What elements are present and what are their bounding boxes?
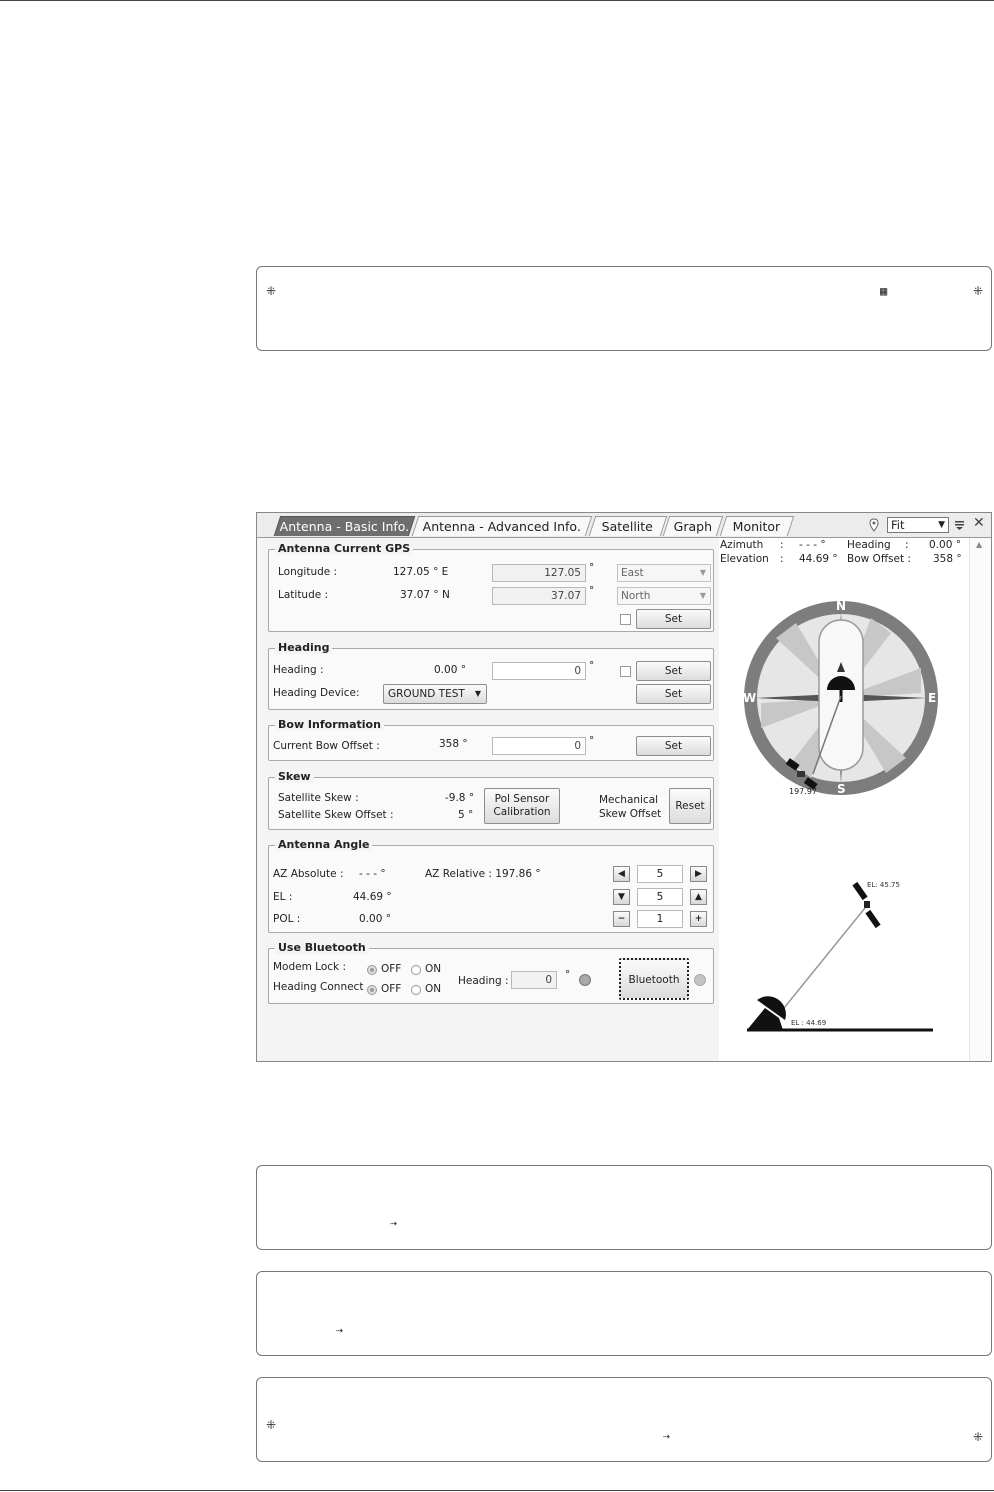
bluetooth-heading-input[interactable]: 0 [511, 971, 557, 989]
pol-increase-button[interactable]: + [690, 911, 707, 927]
modem-lock-off-label: OFF [381, 963, 402, 975]
move-icon: ⇢ [336, 1323, 344, 1337]
longitude-label: Longitude : [278, 566, 338, 578]
gps-group [268, 542, 714, 632]
heading-input[interactable]: 0 [492, 662, 586, 680]
bluetooth-status-led [694, 974, 706, 986]
heading-connect-on-radio[interactable] [411, 985, 421, 995]
bow-degree-symbol: ° [589, 735, 595, 747]
mechanical-label: Mechanical [599, 794, 659, 806]
heading-group [268, 641, 714, 710]
longitude-direction-select[interactable] [617, 564, 711, 582]
tab-graph[interactable]: Graph [663, 516, 723, 536]
latitude-input[interactable]: 37.07 [492, 587, 586, 605]
satellite-skew-label: Satellite Skew : [278, 792, 359, 804]
note-box-4 [256, 1377, 992, 1462]
latitude-value: 37.07 ° N [400, 589, 450, 601]
bow-set-button[interactable]: Set [636, 736, 711, 756]
modem-lock-label: Modem Lock : [273, 961, 346, 973]
azimuth-value: - - - ° [799, 539, 826, 551]
heading-degree-symbol: ° [589, 660, 595, 672]
modem-lock-off-radio[interactable] [367, 965, 377, 975]
pol-sensor-calibration-button[interactable] [484, 788, 560, 824]
pol-decrease-button[interactable]: − [613, 911, 630, 927]
modem-lock-on-radio[interactable] [411, 965, 421, 975]
chevron-down-icon: ▼ [699, 568, 706, 577]
az-step-input[interactable]: 5 [637, 865, 683, 883]
heading-label: Heading : [273, 664, 324, 676]
az-increase-button[interactable]: ▶ [690, 866, 707, 882]
elevation-view [739, 868, 969, 1043]
heading-connect-label: Heading Connect [273, 981, 364, 993]
heading-device-set-button[interactable]: Set [636, 684, 711, 704]
chevron-down-icon: ▼ [699, 591, 706, 600]
scroll-up-icon[interactable]: ▲ [976, 540, 983, 549]
longitude-value: 127.05 ° E [393, 566, 449, 578]
pol-label: POL : [273, 913, 301, 925]
heading-device-select[interactable] [383, 684, 487, 704]
move-icon: ⇢ [390, 1216, 398, 1230]
azimuth-label: Azimuth [720, 539, 764, 551]
compass-s-label: S [837, 782, 846, 796]
gps-group-title: Antenna Current GPS [275, 542, 413, 555]
skew-group-title: Skew [275, 770, 314, 783]
antenna-angle-group-title: Antenna Angle [275, 838, 372, 851]
control-panel [257, 538, 719, 1061]
pol-step-input[interactable]: 1 [637, 910, 683, 928]
tab-antenna-advanced-info[interactable]: Antenna - Advanced Info. [412, 516, 592, 536]
close-icon[interactable]: ✕ [973, 515, 985, 531]
skew-reset-button[interactable]: Reset [669, 788, 711, 824]
bow-offset-input[interactable]: 0 [492, 737, 586, 755]
azimuth-colon: : [780, 539, 784, 551]
heading-connect-off-label: OFF [381, 983, 402, 995]
left-indent-icon: ⁜ [266, 1418, 277, 1432]
tab-bar [257, 513, 991, 538]
compass-reading: 197.97 [789, 787, 817, 796]
skew-group [268, 770, 714, 830]
el-label: EL : [273, 891, 293, 903]
bow-offset-label: Current Bow Offset : [273, 740, 380, 752]
longitude-direction-value: East [621, 567, 644, 579]
bow-offset-value: 358 ° [439, 738, 468, 750]
heading-connect-off-radio[interactable] [367, 985, 377, 995]
grid-icon: ▦ [880, 284, 888, 298]
longitude-input[interactable]: 127.05 [492, 564, 586, 582]
bow-group [268, 718, 714, 761]
el-target-label: EL: 45.75 [867, 881, 900, 889]
satellite-skew-value: -9.8 ° [445, 792, 475, 804]
bow-info-value: 358 ° [933, 553, 962, 565]
compass-e-label: E [928, 691, 937, 705]
map-pin-icon[interactable] [869, 518, 879, 532]
compass-display [741, 598, 941, 798]
bottom-rule [0, 1490, 994, 1491]
tab-antenna-basic-info[interactable]: Antenna - Basic Info. [274, 516, 415, 536]
zoom-select-value: Fit [891, 518, 905, 532]
az-decrease-button[interactable]: ◀ [613, 866, 630, 882]
latitude-direction-select[interactable] [617, 587, 711, 605]
pol-sensor-line2: Calibration [493, 806, 551, 818]
chevron-down-icon: ▼ [938, 520, 945, 530]
bluetooth-degree-symbol: ° [565, 969, 571, 981]
move-icon: ⇢ [663, 1429, 671, 1443]
satellite-skew-offset-value: 5 ° [458, 809, 474, 821]
pol-value: 0.00 ° [359, 913, 391, 925]
el-current-label: EL : 44.69 [791, 1019, 827, 1027]
bluetooth-heading-status-led [579, 974, 591, 986]
bluetooth-heading-label: Heading : [458, 975, 509, 987]
top-rule [0, 0, 994, 1]
zoom-select[interactable] [887, 517, 949, 533]
tab-satellite[interactable]: Satellite [589, 516, 667, 536]
longitude-degree-symbol: ° [589, 562, 595, 574]
heading-set-button[interactable]: Set [636, 661, 711, 681]
chevron-down-icon: ▼ [474, 689, 481, 698]
el-step-input[interactable]: 5 [637, 888, 683, 906]
az-absolute-label: AZ Absolute : [273, 868, 344, 880]
note-box-1 [256, 266, 992, 351]
az-absolute-value: - - - ° [359, 868, 386, 880]
latitude-degree-symbol: ° [589, 585, 595, 597]
bow-group-title: Bow Information [275, 718, 384, 731]
bow-info-label: Bow Offset : [847, 553, 911, 565]
skew-offset-label: Skew Offset [599, 808, 662, 820]
latitude-direction-value: North [621, 590, 651, 602]
antenna-angle-group [268, 838, 714, 933]
tab-monitor[interactable]: Monitor [720, 516, 794, 536]
el-increase-button[interactable]: ▲ [690, 889, 707, 905]
monitor-pane [719, 538, 969, 1061]
heading-device-label: Heading Device: [273, 687, 360, 699]
right-indent-icon: ⁜ [973, 284, 984, 298]
left-indent-icon: ⁜ [266, 284, 277, 298]
elevation-label: Elevation [720, 553, 769, 565]
el-decrease-button[interactable]: ▼ [613, 889, 630, 905]
heading-connect-on-label: ON [425, 983, 442, 995]
pol-sensor-line1: Pol Sensor [494, 793, 550, 805]
compass-w-label: W [743, 691, 757, 705]
bluetooth-button[interactable]: Bluetooth [619, 958, 689, 1000]
elevation-value: 44.69 ° [799, 553, 838, 565]
compass-n-label: N [836, 599, 847, 613]
heading-info-label: Heading [847, 539, 891, 551]
heading-group-title: Heading [275, 641, 332, 654]
heading-info-value: 0.00 ° [929, 539, 961, 551]
latitude-label: Latitude : [278, 589, 329, 601]
el-value: 44.69 ° [353, 891, 392, 903]
right-indent-icon: ⁜ [973, 1430, 984, 1444]
heading-value: 0.00 ° [434, 664, 466, 676]
heading-info-colon: : [905, 539, 909, 551]
gps-manual-checkbox[interactable] [620, 614, 631, 625]
bluetooth-group [268, 941, 714, 1004]
satellite-skew-offset-label: Satellite Skew Offset : [278, 809, 394, 821]
menu-icon[interactable] [954, 519, 965, 531]
bluetooth-group-title: Use Bluetooth [275, 941, 369, 954]
note-box-3 [256, 1271, 992, 1356]
antenna-control-window [256, 512, 992, 1062]
monitor-scrollbar[interactable] [969, 538, 992, 1061]
gps-set-button[interactable]: Set [636, 609, 711, 629]
elevation-colon: : [780, 553, 784, 565]
heading-manual-checkbox[interactable] [620, 666, 631, 677]
heading-device-value: GROUND TEST [388, 688, 465, 700]
modem-lock-on-label: ON [425, 963, 442, 975]
az-relative-text: AZ Relative : 197.86 ° [425, 868, 541, 880]
note-box-2 [256, 1165, 992, 1250]
